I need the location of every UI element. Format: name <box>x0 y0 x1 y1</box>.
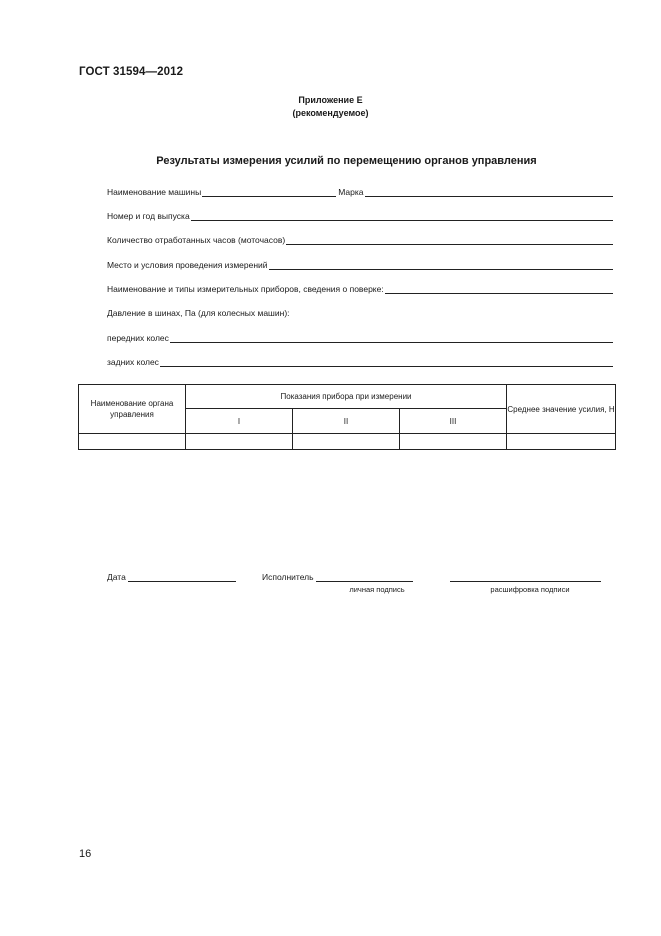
front-wheels-label: передних колес <box>107 333 169 343</box>
number-year-label: Номер и год выпуска <box>107 211 190 221</box>
table-cell[interactable] <box>293 434 400 450</box>
document-title: Результаты измерения усилий по перемещению органов управления <box>156 155 537 167</box>
page-number: 16 <box>79 848 92 860</box>
executor-row <box>262 572 413 582</box>
annex-title: Приложение Е <box>298 95 363 105</box>
date-line[interactable] <box>128 572 236 582</box>
number-year-line[interactable] <box>191 211 613 221</box>
control-name-header: Наименование органа управления <box>79 385 186 434</box>
reading-col-1: I <box>186 409 293 434</box>
decoding-line[interactable] <box>450 572 601 582</box>
readings-header: Показания прибора при измерении <box>186 385 507 409</box>
place-conditions-line[interactable] <box>269 260 613 270</box>
instruments-row <box>107 280 613 294</box>
place-conditions-label: Место и условия проведения измерений <box>107 260 268 270</box>
executor-label: Исполнитель <box>262 572 314 582</box>
measurement-table <box>78 384 616 450</box>
signature-line[interactable] <box>316 572 413 582</box>
date-row <box>107 572 236 582</box>
hours-line[interactable] <box>286 235 613 245</box>
signature-caption: личная подпись <box>349 585 405 594</box>
instruments-label: Наименование и типы измерительных приборов, сведения о поверке: <box>107 284 384 294</box>
decoding-row <box>450 572 601 582</box>
instruments-line[interactable] <box>385 284 613 294</box>
decoding-caption: расшифровка подписи <box>490 585 570 594</box>
machine-name-label: Наименование машины <box>107 187 202 197</box>
table-cell[interactable] <box>79 434 186 450</box>
reading-col-3: III <box>400 409 507 434</box>
reading-col-2: II <box>293 409 400 434</box>
date-label: Дата <box>107 572 126 582</box>
machine-name-line[interactable] <box>202 187 336 197</box>
brand-label: Марка <box>338 187 364 197</box>
hours-label: Количество отработанных часов (моточасов) <box>107 235 286 245</box>
rear-wheels-label: задних колес <box>107 357 159 367</box>
tire-pressure-label: Давление в шинах, Па (для колесных машин): <box>107 308 290 318</box>
brand-line[interactable] <box>365 187 614 197</box>
machine-name-row <box>107 183 613 197</box>
front-wheels-row <box>107 329 613 343</box>
table-cell[interactable] <box>186 434 293 450</box>
annex-status: (рекомендуемое) <box>292 108 369 118</box>
rear-wheels-row <box>107 353 613 367</box>
standard-header: ГОСТ 31594—2012 <box>79 66 184 78</box>
front-wheels-line[interactable] <box>170 333 613 343</box>
hours-row <box>107 231 613 245</box>
number-year-row <box>107 207 613 221</box>
average-force-header: Среднее значение усилия, Н <box>507 385 616 434</box>
rear-wheels-line[interactable] <box>160 357 613 367</box>
tire-pressure-row <box>107 304 613 318</box>
table-cell[interactable] <box>400 434 507 450</box>
table-cell[interactable] <box>507 434 616 450</box>
place-conditions-row <box>107 256 613 270</box>
